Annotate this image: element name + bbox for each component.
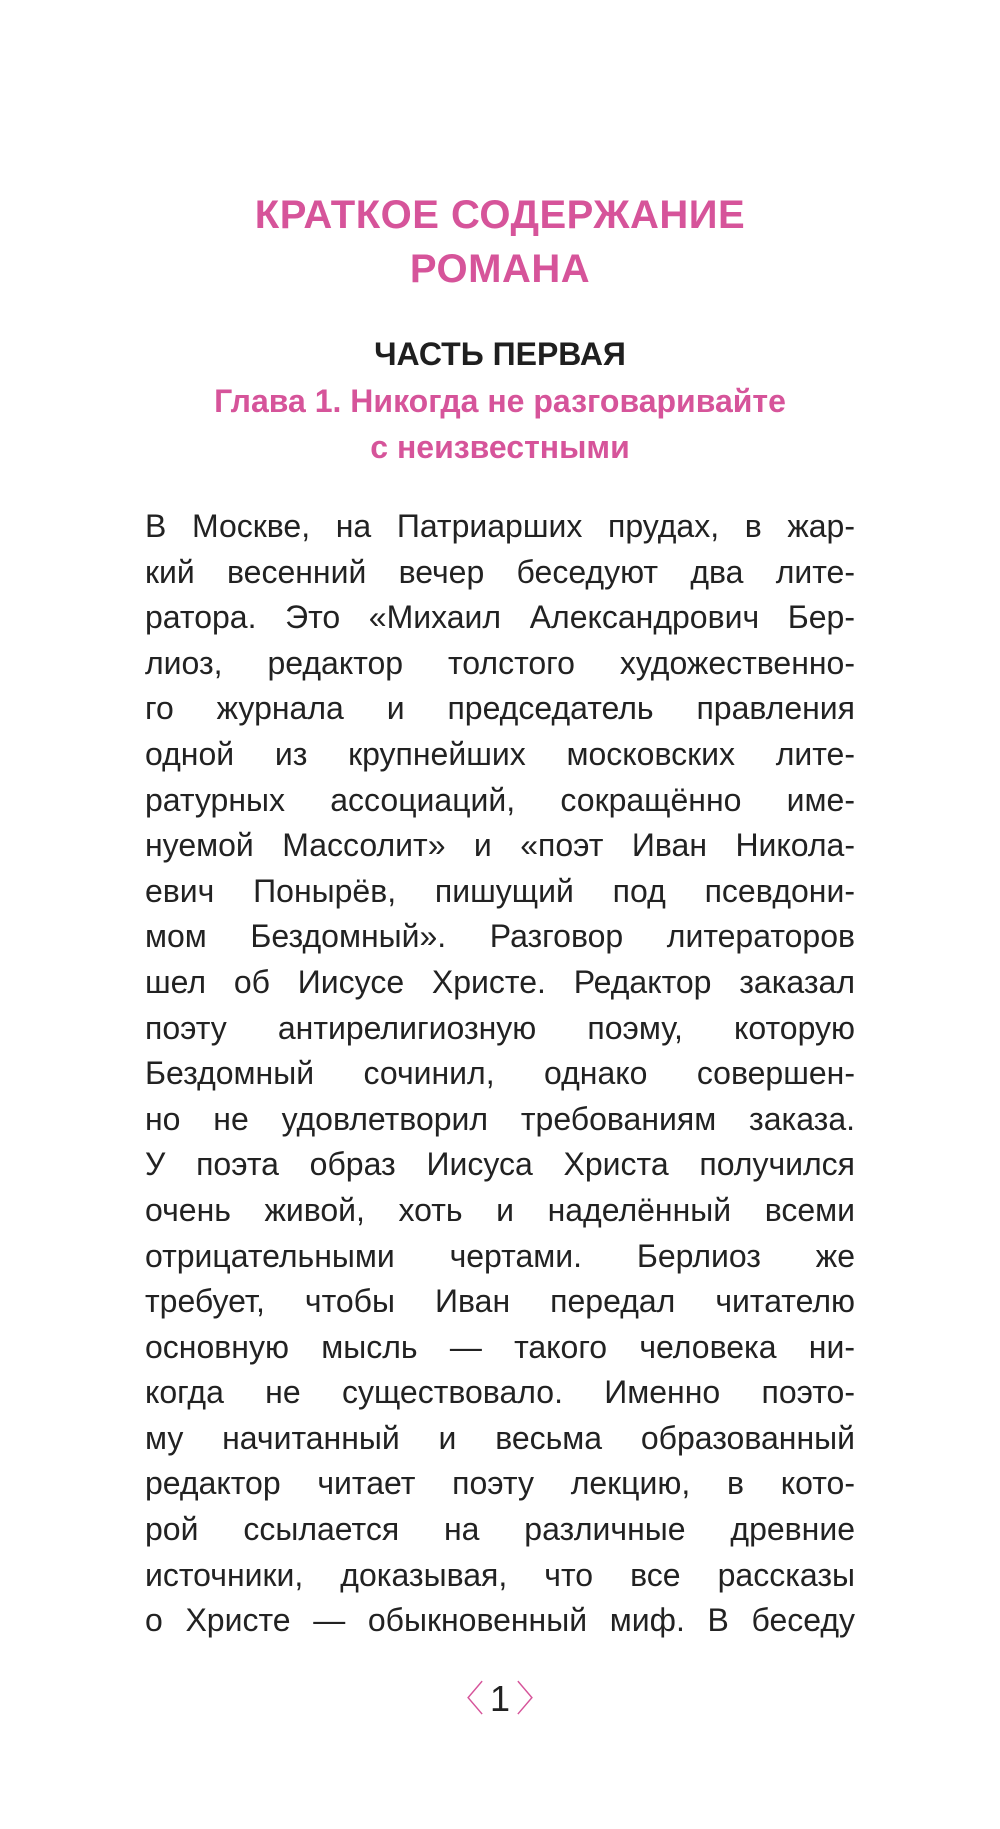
body-line: мом Бездомный». Разговор литераторов <box>145 918 855 955</box>
body-line: нуемой Массолит» и «поэт Иван Николa- <box>145 827 855 864</box>
book-title-line-1: КРАТКОЕ СОДЕРЖАНИЕ <box>254 193 746 237</box>
page-number <box>0 1675 1000 1723</box>
body-line: о Христе — обыкновенный миф. В беседу <box>145 1602 855 1639</box>
body-line: евич Понырёв, пишущий под псевдони- <box>145 872 855 909</box>
chapter-title-line-1: Глава 1. Никогда не разговаривайте <box>214 383 786 419</box>
part-title: ЧАСТЬ ПЕРВАЯ <box>374 336 626 372</box>
body-line: В Москве, на Патриарших прудах, в жар- <box>145 508 855 544</box>
body-line: шел об Иисусе Христе. Редактор заказал <box>145 963 855 1000</box>
body-line: основную мысль — такого человека ни- <box>145 1328 855 1365</box>
body-line: Бездомный сочинил, однако совершен- <box>145 1055 855 1092</box>
body-line: ратора. Это «Михаил Александрович Бер- <box>145 599 855 636</box>
page-number-left-bracket: 〈 <box>447 1678 484 1719</box>
body-line: го журнала и председатель правления <box>145 690 855 727</box>
body-line: редактор читает поэту лекцию, в кото- <box>145 1465 855 1502</box>
body-line: одной из крупнейших московских лите- <box>145 735 855 772</box>
body-line: кий весенний вечер беседуют два лите- <box>145 553 855 590</box>
body-line: отрицательными чертами. Берлиоз же <box>145 1237 855 1274</box>
body-line: очень живой, хоть и наделённый всеми <box>145 1191 855 1228</box>
body-line: лиоз, редактор толстого художественно- <box>145 644 855 681</box>
body-line: когда не существовало. Именно поэто- <box>145 1374 855 1411</box>
chapter-title <box>0 378 1000 470</box>
body-line: требует, чтобы Иван передал читателю <box>145 1283 855 1320</box>
page-number-value: 1 <box>489 1678 511 1719</box>
chapter-body-text <box>145 504 855 1644</box>
body-line: рой ссылается на различные древние <box>145 1511 855 1548</box>
body-line: но не удовлетворил требованиям заказа. <box>145 1100 855 1137</box>
book-title-line-2: РОМАНА <box>409 247 591 291</box>
body-line: источники, доказывая, что все рассказы <box>145 1556 855 1593</box>
body-line: му начитанный и весьма образованный <box>145 1419 855 1456</box>
book-title <box>0 188 1000 296</box>
chapter-title-line-2: с неизвестными <box>370 429 630 465</box>
body-line: У поэта образ Иисуса Христа получился <box>145 1146 855 1183</box>
body-line: поэту антирелигиозную поэму, которую <box>145 1009 855 1046</box>
page-number-right-bracket: 〉 <box>516 1678 553 1719</box>
body-line: ратурных ассоциаций, сокращённо име- <box>145 781 855 818</box>
